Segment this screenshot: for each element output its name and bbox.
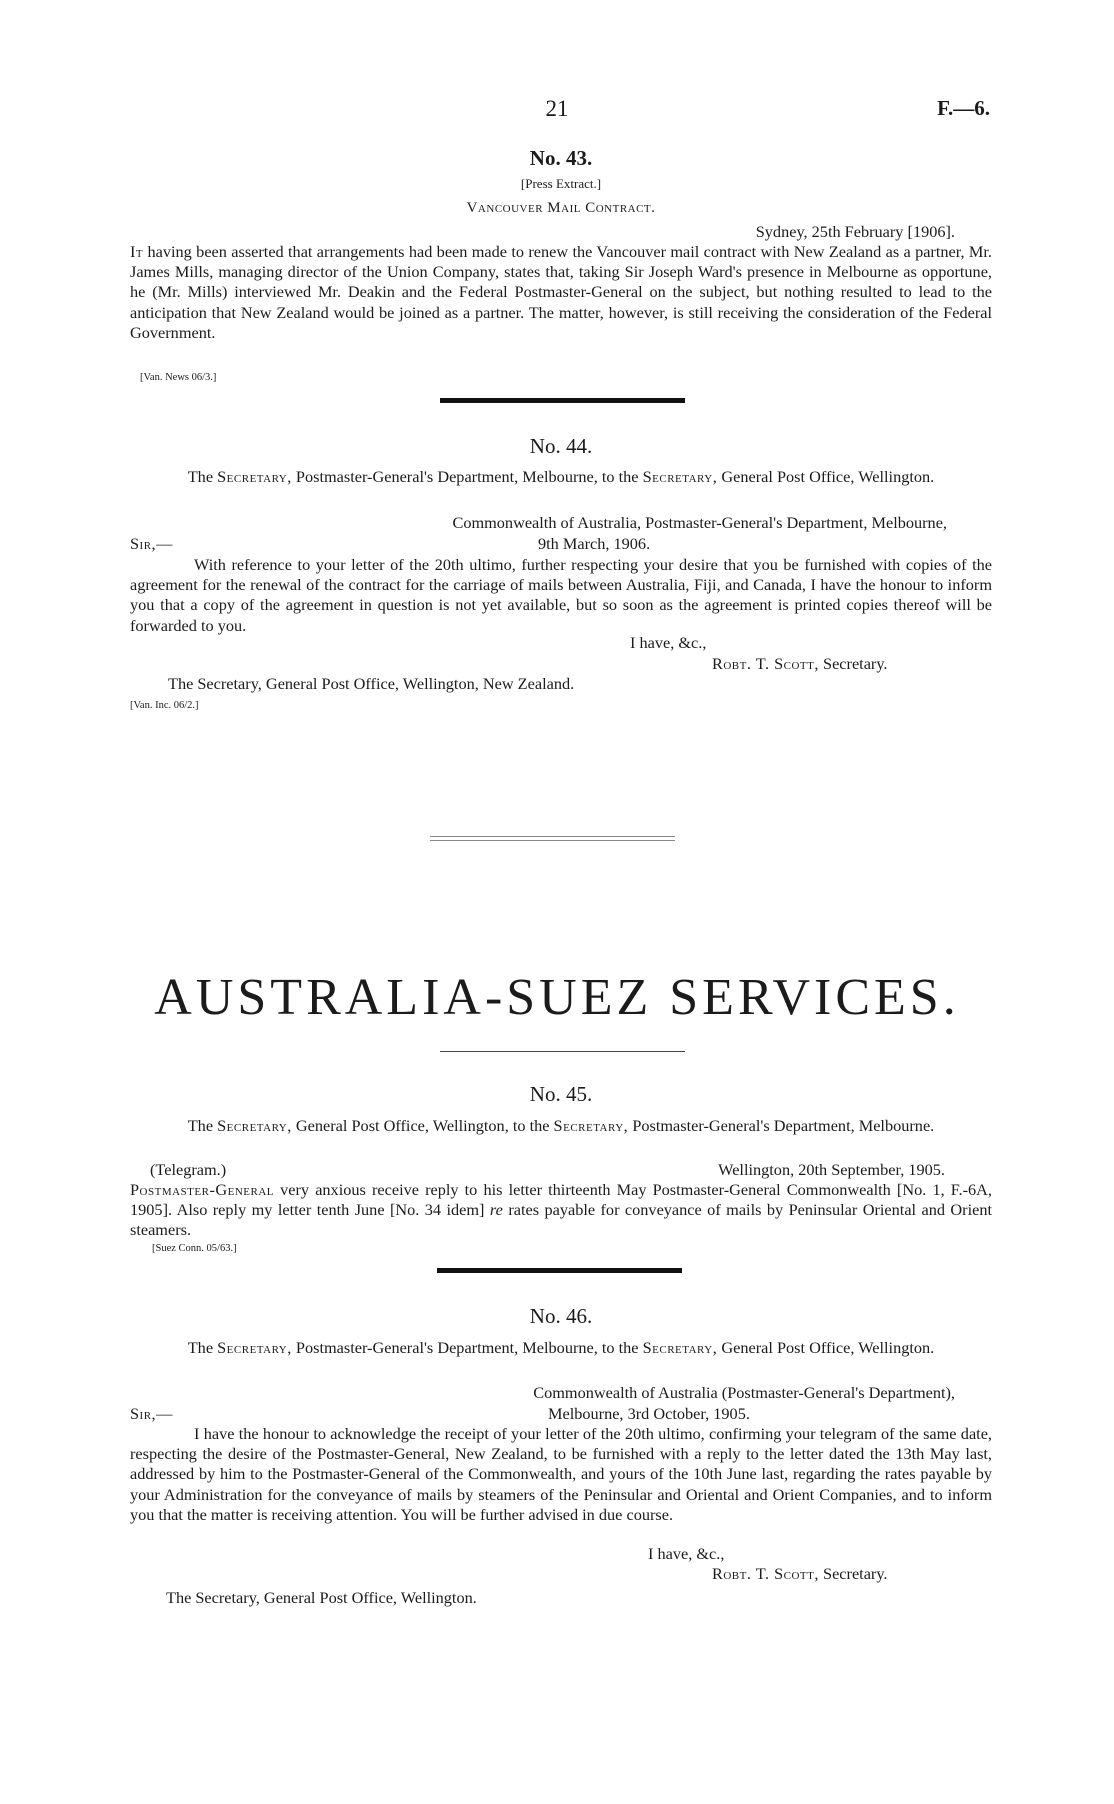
doc45-heading: The Secretary, General Post Office, Wellington, to the Secretary, Postmaster-General's Department, Melbourne. <box>187 1116 935 1135</box>
doc46-salutation: Sir,— <box>130 1404 173 1423</box>
doc44-number: No. 44. <box>529 434 593 458</box>
section-divider <box>440 398 685 403</box>
page-number: 21 <box>545 96 569 121</box>
doc43-body-text: having been asserted that arrangements had been made to renew the Vancouver mail contract with New Zealand as a partner, Mr. James Mills, managing director of the Union Company, states that, taking Sir Joseph Ward's presence in Melbourne as opportune, he (Mr. Mills) interviewed Mr. Deakin and the Federal Postmaster-General on the subject, but nothing resulted to lead to the anticipation that New Zealand would be joined as a partner. The matter, however, is still receiving the consideration of the Federal Government. <box>130 242 992 342</box>
doc44-closing: I have, &c., <box>630 633 707 652</box>
doc44-address-line1: Commonwealth of Australia, Postmaster-General's Department, Melbourne, <box>452 513 947 532</box>
doc44-body: With reference to your letter of the 20th ultimo, further respecting your desire that you be furnished with copies of the agreement for the renewal of the contract for the carriage of mails between Australia, Fiji, and Canada, I have the honour to inform you that a copy of the agreement in question is not yet available, but so soon as the agreement is printed copies thereof will be forwarded to you. <box>130 555 992 635</box>
doc44-address-line2: 9th March, 1906. <box>538 534 651 553</box>
doc46-signature: Robt. T. Scott, Secretary. <box>712 1564 888 1583</box>
doc43-reference: [Van. News 06/3.] <box>140 372 217 383</box>
doc43-subtitle: [Press Extract.] <box>520 176 602 191</box>
doc44-signature: Robt. T. Scott, Secretary. <box>712 654 888 673</box>
doc45-body: Postmaster-General very anxious receive reply to his letter thirteenth May Postmaster-General Commonwealth [No. 1, F.-6A, 1905]. Also reply my letter tenth June [No. 34 idem] re rates payable for conveyance of mails by Peninsular Oriental and Orient steamers. <box>130 1180 993 1240</box>
doc45-type: (Telegram.) <box>150 1160 227 1179</box>
doc44-salutation: Sir,— <box>130 534 173 553</box>
doc43-number: No. 43. <box>529 146 593 170</box>
doc44-heading: The Secretary, Postmaster-General's Department, Melbourne, to the Secretary, General Post Office, Wellington. <box>187 467 935 486</box>
section-divider <box>430 840 675 841</box>
doc45-dateline: Wellington, 20th September, 1905. <box>718 1160 945 1179</box>
doc44-reference: [Van. Inc. 06/2.] <box>130 700 199 711</box>
section-title: AUSTRALIA-SUEZ SERVICES. <box>154 969 960 1026</box>
doc46-address-line1: Commonwealth of Australia (Postmaster-General's Department), <box>533 1383 955 1402</box>
doc43-title: Vancouver Mail Contract. <box>466 200 656 216</box>
doc44-addressee: The Secretary, General Post Office, Wellington, New Zealand. <box>168 674 575 693</box>
doc46-address-line2: Melbourne, 3rd October, 1905. <box>548 1404 750 1423</box>
doc46-addressee: The Secretary, General Post Office, Wellington. <box>166 1588 477 1607</box>
doc46-heading: The Secretary, Postmaster-General's Department, Melbourne, to the Secretary, General Post Office, Wellington. <box>187 1338 935 1357</box>
section-divider <box>437 1268 682 1273</box>
doc46-closing: I have, &c., <box>648 1544 725 1563</box>
doc46-number: No. 46. <box>529 1304 593 1328</box>
doc43-dateline: Sydney, 25th February [1906]. <box>755 222 955 241</box>
doc43-body <box>130 242 992 343</box>
section-code: F.—6. <box>937 96 990 120</box>
doc46-body: I have the honour to acknowledge the receipt of your letter of the 20th ultimo, confirming your telegram of the same date, respecting the desire of the Postmaster-General, New Zealand, to be furnished with a reply to the letter dated the 13th May last, addressed by him to the Postmaster-General of the Commonwealth, and yours of the 10th June last, regarding the rates payable by your Administration for the conveyance of mails by steamers of the Peninsular and Oriental and Orient Companies, and to inform you that the matter is receiving attention. You will be further advised in due course. <box>130 1424 992 1524</box>
section-title-rule <box>440 1051 685 1052</box>
doc45-reference: [Suez Conn. 05/63.] <box>152 1243 237 1254</box>
doc43-body-lead: It <box>130 242 144 261</box>
section-divider <box>430 836 675 837</box>
doc45-number: No. 45. <box>529 1082 593 1106</box>
